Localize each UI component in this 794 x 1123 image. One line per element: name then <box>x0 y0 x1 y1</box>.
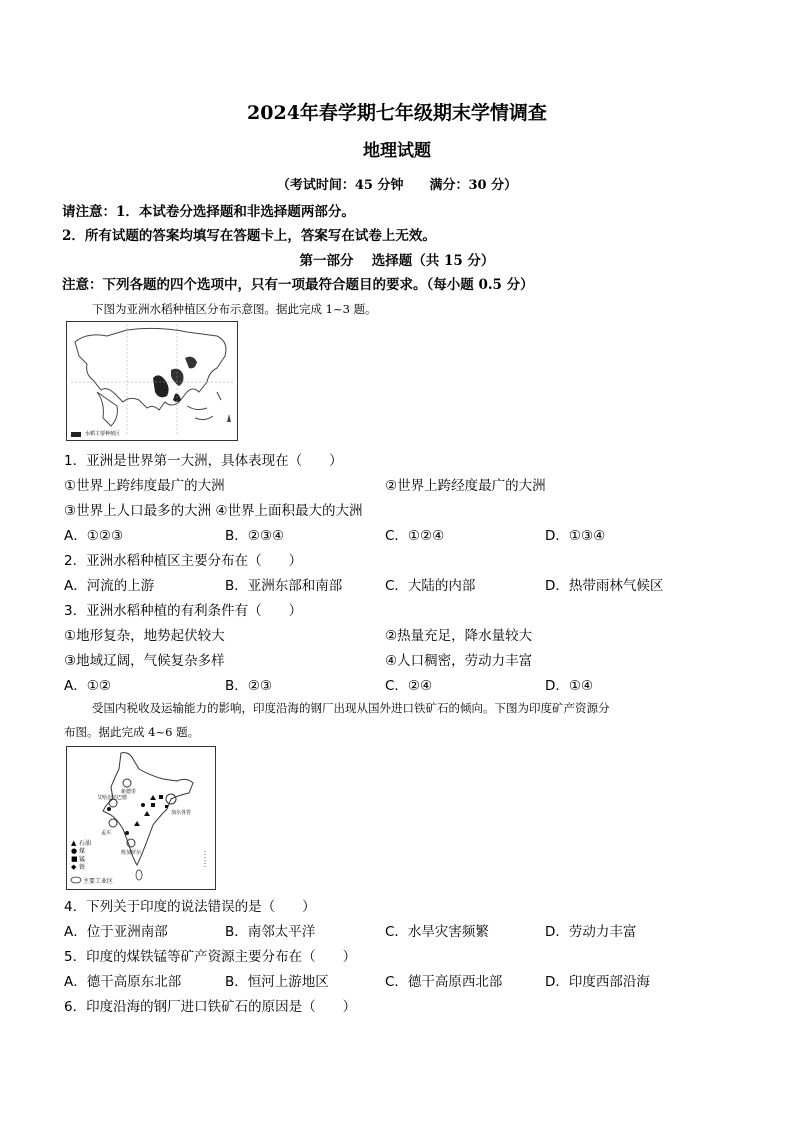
q1-option-b[interactable]: B．②③④ <box>225 528 285 544</box>
q6-stem: 6．印度沿海的钢厂进口铁矿石的原因是（ ） <box>64 999 357 1015</box>
q5-option-b[interactable]: B．恒河上游地区 <box>225 974 329 990</box>
part1-instruction: 注意：下列各题的四个选项中，只有一项最符合题目的要求。（每小题 0.5 分） <box>62 277 534 293</box>
legend-industrial-zone: 主要工业区 <box>83 878 114 885</box>
group1-intro: 下图为亚洲水稻种植区分布示意图。据此完成 1~3 题。 <box>92 302 377 316</box>
city-bangalore: 班加罗尔 <box>121 850 142 856</box>
subject-title: 地理试题 <box>363 141 431 161</box>
q3-statement-2: ②热量充足，降水量较大 <box>385 628 533 644</box>
notice-line-2: 2．所有试题的答案均填写在答题卡上，答案写在试卷上无效。 <box>62 228 436 244</box>
q2-option-b[interactable]: B．亚洲东部和南部 <box>225 578 343 594</box>
svg-text:●: ● <box>71 847 78 855</box>
india-map-graphic <box>67 747 215 889</box>
q2-option-a[interactable]: A．河流的上游 <box>64 578 155 594</box>
q1-statement-3: ③世界上人口最多的大洲 ④世界上面积最大的大洲 <box>64 503 363 519</box>
q1-option-c[interactable]: C．①②④ <box>385 528 445 544</box>
q5-option-d[interactable]: D．印度西部沿海 <box>545 974 650 990</box>
city-ahmedabad: 艾哈迈达巴德 <box>97 795 128 801</box>
exam-info: （考试时间：45 分钟 满分：30 分） <box>276 178 518 193</box>
q1-option-a[interactable]: A．①②③ <box>64 528 124 544</box>
legend-oil: 石油 <box>79 840 92 847</box>
group2-intro-line-2: 布图。据此完成 4~6 题。 <box>64 725 200 739</box>
q2-option-d[interactable]: D．热带雨林气候区 <box>545 578 664 594</box>
legend-iron: 铁 <box>79 864 86 871</box>
q3-option-c[interactable]: C．②④ <box>385 678 433 694</box>
q3-option-a[interactable]: A．①② <box>64 678 111 694</box>
svg-text:▲: ▲ <box>71 839 77 847</box>
q3-statement-3: ③地域辽阔，气候复杂多样 <box>64 653 225 669</box>
q2-stem: 2．亚洲水稻种植区主要分布在（ ） <box>64 553 303 569</box>
city-new-delhi: 新德里 <box>121 789 137 795</box>
group2-intro-line-1: 受国内税收及运输能力的影响，印度沿海的钢厂出现从国外进口铁矿石的倾向。下图为印度矿产资源分 <box>92 701 610 715</box>
part1-heading: 第一部分 选择题（共 15 分） <box>299 253 495 269</box>
q5-option-a[interactable]: A．德干高原东北部 <box>64 974 182 990</box>
q1-stem: 1．亚洲是世界第一大洲，具体表现在（ ） <box>64 453 343 469</box>
q4-option-d[interactable]: D．劳动力丰富 <box>545 924 637 940</box>
q3-option-d[interactable]: D．①④ <box>545 678 594 694</box>
svg-text:■: ■ <box>71 855 78 863</box>
city-kolkata: 加尔各答 <box>171 810 192 816</box>
notice-line-1: 请注意：1．本试卷分选择题和非选择题两部分。 <box>62 204 355 220</box>
q3-statement-1: ①地形复杂，地势起伏较大 <box>64 628 225 644</box>
q1-statement-1: ①世界上跨纬度最广的大洲 <box>64 478 225 494</box>
q5-stem: 5．印度的煤铁锰等矿产资源主要分布在（ ） <box>64 949 357 965</box>
q4-option-b[interactable]: B．南邻太平洋 <box>225 924 316 940</box>
exam-title: 2024年春学期七年级期末学情调查 <box>247 102 547 124</box>
asia-rice-map <box>66 321 238 441</box>
q2-option-c[interactable]: C．大陆的内部 <box>385 578 476 594</box>
q3-statement-4: ④人口稠密，劳动力丰富 <box>385 653 533 669</box>
city-mumbai: 孟买 <box>101 830 112 836</box>
legend-coal: 煤 <box>79 848 86 855</box>
q4-option-a[interactable]: A．位于亚洲南部 <box>64 924 168 940</box>
q5-option-c[interactable]: C．德干高原西北部 <box>385 974 503 990</box>
q3-stem: 3．亚洲水稻种植的有利条件有（ ） <box>64 603 303 619</box>
asia-map-graphic <box>67 322 237 440</box>
q4-stem: 4．下列关于印度的说法错误的是（ ） <box>64 899 316 915</box>
legend-manganese: 锰 <box>79 856 86 863</box>
svg-text:◆: ◆ <box>71 863 77 871</box>
map-legend-label: 水稻主要种植区 <box>85 431 121 437</box>
q4-option-c[interactable]: C．水旱灾害频繁 <box>385 924 489 940</box>
q1-option-d[interactable]: D．①③④ <box>545 528 606 544</box>
q3-option-b[interactable]: B．②③ <box>225 678 272 694</box>
india-mineral-map <box>66 746 216 890</box>
q1-statement-2: ②世界上跨经度最广的大洲 <box>385 478 546 494</box>
